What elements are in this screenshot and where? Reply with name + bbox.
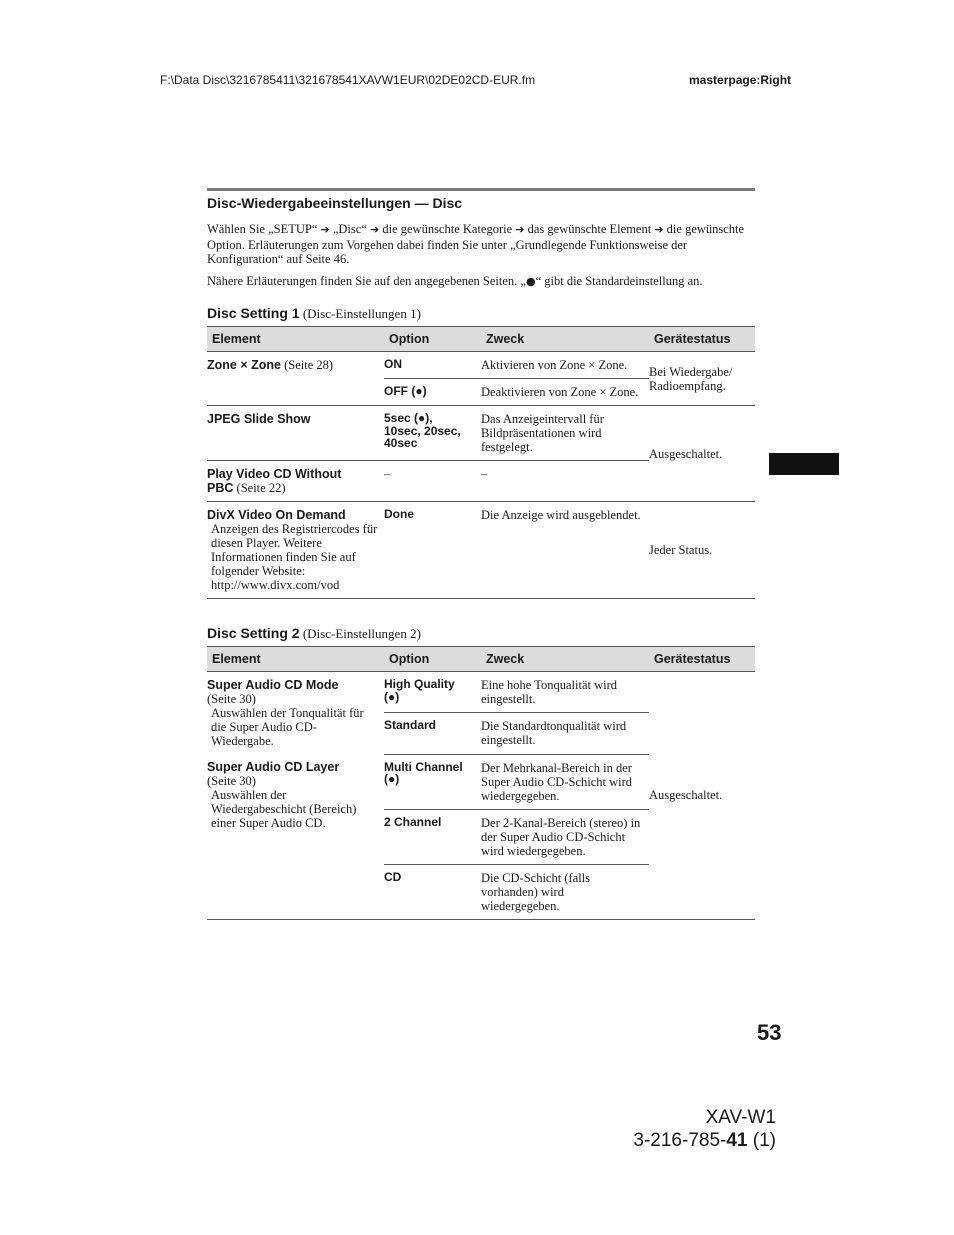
part-code: 3-216-785-41 (1) (633, 1130, 776, 1151)
arrow-icon: ➔ (654, 223, 664, 236)
status-jpeg: Ausgeschaltet. (649, 406, 755, 502)
element-jpeg: JPEG Slide Show (207, 412, 311, 426)
table-row (207, 352, 755, 379)
model-name: XAV-W1 (705, 1107, 776, 1128)
intro-paragraph: Wählen Sie „SETUP“ ➔ „Disc“ ➔ die gewünschte Kategorie ➔ das gewünschte Element ➔ die gewünschte Option. Erläuterungen zum Vorgehen dabei finden Sie unter „Grundlegende Funktionsweise der Konfiguration“ auf Seite 46. (207, 222, 745, 266)
arrow-icon: ➔ (515, 223, 525, 236)
default-dot-icon: ● (525, 274, 536, 288)
masterpage-label: masterpage:Right (689, 73, 792, 87)
option-pbc: – (384, 461, 481, 502)
disc-setting-2-table (207, 646, 755, 920)
option-on: ON (384, 352, 481, 379)
col-zweck: Zweck (481, 327, 649, 352)
status-zone: Bei Wiedergabe/ Radioempfang. (649, 352, 755, 406)
element-sacd-layer: Super Audio CD Layer (Seite 30) Auswählen der Wiedergabeschicht (Bereich) einer Super Audio CD. (207, 754, 384, 919)
chapter-tab-marker (769, 453, 839, 475)
table1-title: Disc Setting 1 (Disc-Einstellungen 1) (207, 305, 421, 321)
section-title: Disc-Wiedergabeeinstellungen — Disc (207, 195, 463, 211)
table-row (207, 406, 755, 461)
main-content (207, 188, 755, 920)
element-sacd-mode: Super Audio CD Mode (Seite 30) Auswählen der Tonqualität für die Super Audio CD-Wiedergabe. (207, 678, 364, 748)
default-note: Nähere Erläuterungen finden Sie auf den angegebenen Seiten. „●“ gibt die Standardeinstellung an. (207, 273, 703, 288)
zweck-off: Deaktivieren von Zone × Zone. (481, 379, 649, 406)
col-status: Gerätestatus (649, 647, 755, 672)
col-zweck: Zweck (481, 647, 649, 672)
disc-setting-1-table (207, 326, 755, 599)
zweck-done: Die Anzeige wird ausgeblendet. (481, 502, 649, 599)
table2-title: Disc Setting 2 (Disc-Einstellungen 2) (207, 625, 421, 641)
option-off: OFF (●) (384, 379, 481, 406)
table2-header-row (207, 647, 755, 672)
section-rule (207, 188, 755, 191)
option-done: Done (384, 502, 481, 599)
element-divx: DivX Video On Demand Anzeigen des Registriercodes für diesen Player. Weitere Informationen finden Sie auf folgender Website: http://www.divx.com/vod (207, 502, 384, 599)
col-option: Option (384, 647, 481, 672)
file-path-header: F:\Data Disc\3216785411\321678541XAVW1EUR\02DE02CD-EUR.fm (160, 73, 536, 87)
status-divx: Jeder Status. (649, 502, 755, 599)
arrow-icon: ➔ (370, 223, 380, 236)
arrow-icon: ➔ (320, 223, 330, 236)
col-option: Option (384, 327, 481, 352)
element-zone: Zone × Zone (Seite 28) (207, 352, 384, 406)
table-row (207, 502, 755, 599)
col-element: Element (207, 327, 384, 352)
zweck-2-channel: Der 2-Kanal-Bereich (stereo) in der Super Audio CD-Schicht wird wiedergegeben. (481, 809, 649, 864)
zweck-standard: Die Standardtonqualität wird eingestellt. (481, 713, 649, 754)
option-jpeg: 5sec (●), 10sec, 20sec, 40sec (384, 411, 461, 450)
option-multi-channel: Multi Channel (●) (384, 754, 481, 809)
col-status: Gerätestatus (649, 327, 755, 352)
table-row (207, 672, 755, 713)
zweck-multi-channel: Der Mehrkanal-Bereich in der Super Audio CD-Schicht wird wiedergegeben. (481, 754, 649, 809)
option-cd: CD (384, 864, 481, 919)
zweck-high-quality: Eine hohe Tonqualität wird eingestellt. (481, 672, 649, 713)
table1-header-row (207, 327, 755, 352)
status-sacd: Ausgeschaltet. (649, 672, 755, 920)
zweck-pbc: – (481, 461, 649, 502)
zweck-cd: Die CD-Schicht (falls vorhanden) wird wiedergegeben. (481, 864, 649, 919)
option-high-quality: High Quality (●) (384, 672, 481, 713)
option-standard: Standard (384, 713, 481, 754)
page-number: 53 (757, 1020, 782, 1045)
col-element: Element (207, 647, 384, 672)
element-pbc: Play Video CD Without PBC (Seite 22) (207, 461, 384, 502)
option-2-channel: 2 Channel (384, 809, 481, 864)
zweck-jpeg: Das Anzeigeintervall für Bildpräsentationen wird festgelegt. (481, 406, 649, 461)
zweck-on: Aktivieren von Zone × Zone. (481, 352, 649, 379)
